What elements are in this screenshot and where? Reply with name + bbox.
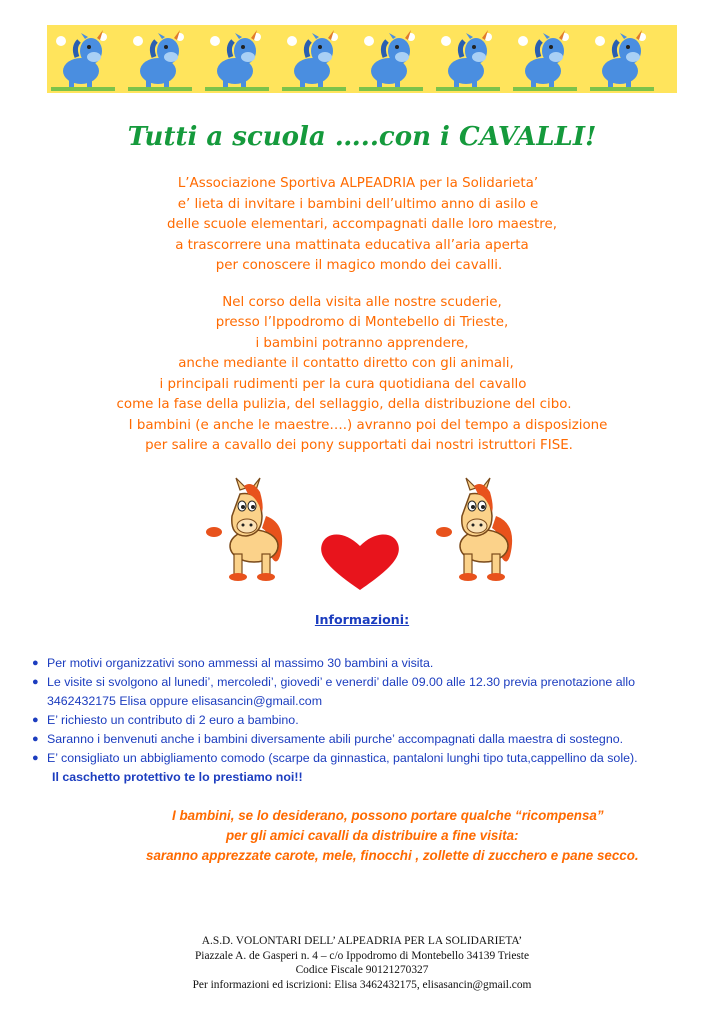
cartoon-horse-icon: [430, 476, 526, 586]
footer-org-name: A.S.D. VOLONTARI DELL’ ALPEADRIA PER LA SOLIDARIETA’: [201, 935, 523, 947]
info-item-text: Le visite si svolgono al lunedi’, mercoledi’, giovedi’ e venerdi’ dalle 09.00 alle 12.30 previa prenotazione allo: [47, 675, 635, 689]
info-item: [32, 749, 702, 768]
bullet-icon: ●: [32, 676, 39, 688]
intro-line: per salire a cavallo dei pony supportati dai nostri istruttori FISE.: [145, 438, 573, 453]
blue-pony-icon: [282, 27, 346, 91]
intro-line: i principali rudimenti per la cura quotidiana del cavallo: [159, 376, 527, 392]
reward-line: saranno apprezzate carote, mele, finocchi , zollette di zucchero e pane secco.: [146, 848, 639, 863]
info-item: [32, 711, 702, 730]
intro-line: e’ lieta di invitare i bambini dell’ultimo anno di asilo e: [177, 196, 539, 212]
intro-line: per conoscere il magico mondo dei cavalli.: [215, 258, 503, 273]
bullet-icon: ●: [32, 752, 39, 764]
intro-line: Nel corso della visita alle nostre scuderie,: [222, 294, 502, 310]
reward-text: [0, 806, 724, 866]
intro-line: delle scuole elementari, accompagnati dalle loro maestre,: [167, 217, 557, 232]
intro-line: presso l’Ippodromo di Montebello di Trieste,: [215, 315, 509, 330]
bullet-icon: ●: [32, 657, 39, 669]
info-item: [32, 654, 702, 673]
helmet-note: Il caschetto protettivo te lo prestiamo noi!!: [52, 770, 303, 784]
info-list: [32, 654, 702, 787]
info-item: [32, 673, 702, 711]
blue-pony-icon: [205, 27, 269, 91]
blue-pony-icon: [513, 27, 577, 91]
intro-line: [0, 277, 724, 293]
info-item: [32, 730, 702, 749]
reward-line: I bambini, se lo desiderano, possono portare qualche “ricompensa”: [172, 808, 604, 823]
blue-pony-icon: [436, 27, 500, 91]
footer-contact: Per informazioni ed iscrizioni: Elisa 3462432175, elisasancin@gmail.com: [192, 978, 532, 991]
intro-line: i bambini potranno apprendere,: [255, 335, 469, 351]
info-heading: Informazioni:: [314, 612, 410, 627]
reward-line: per gli amici cavalli da distribuire a fine visita:: [226, 828, 519, 843]
heart-icon: [318, 530, 402, 592]
intro-line: I bambini (e anche le maestre….) avranno poi del tempo a disposizione: [128, 417, 608, 433]
info-item-text: Saranno i benvenuti anche i bambini diversamente abili purche’ accompagnati dalla maestra di sostegno.: [47, 732, 624, 746]
footer-address: Piazzale A. de Gasperi n. 4 – c/o Ippodromo di Montebello 34139 Trieste: [194, 949, 530, 962]
page-title: Tutti a scuola …..con i CAVALLI!: [127, 122, 597, 152]
intro-text: [0, 174, 724, 457]
bullet-icon: ●: [32, 714, 39, 726]
info-item-text: Per motivi organizzativi sono ammessi al massimo 30 bambini a visita.: [47, 656, 434, 670]
blue-pony-icon: [359, 27, 423, 91]
blue-pony-icon: [590, 27, 654, 91]
blue-pony-icon: [51, 27, 115, 91]
info-item-text: E’ consigliato un abbigliamento comodo (scarpe da ginnastica, pantaloni lunghi tipo tuta,cappellino da sole).: [47, 751, 638, 765]
header-banner: [47, 25, 677, 93]
info-item-text-continued: 3462432175 Elisa oppure elisasancin@gmail.com: [47, 694, 323, 708]
intro-line: L’Associazione Sportiva ALPEADRIA per la Solidarieta’: [177, 176, 539, 191]
footer-tax-code: Codice Fiscale 90121270327: [295, 964, 429, 976]
intro-line: a trascorrere una mattinata educativa all’aria aperta: [175, 237, 529, 253]
intro-line: come la fase della pulizia, del sellaggio, della distribuzione del cibo.: [116, 397, 572, 412]
intro-line: anche mediante il contatto diretto con gli animali,: [178, 356, 514, 371]
bullet-icon: ●: [32, 733, 39, 745]
cartoon-horse-icon: [200, 476, 296, 586]
blue-pony-icon: [128, 27, 192, 91]
footer: [0, 934, 724, 992]
info-item-text: E’ richiesto un contributo di 2 euro a bambino.: [47, 713, 299, 727]
